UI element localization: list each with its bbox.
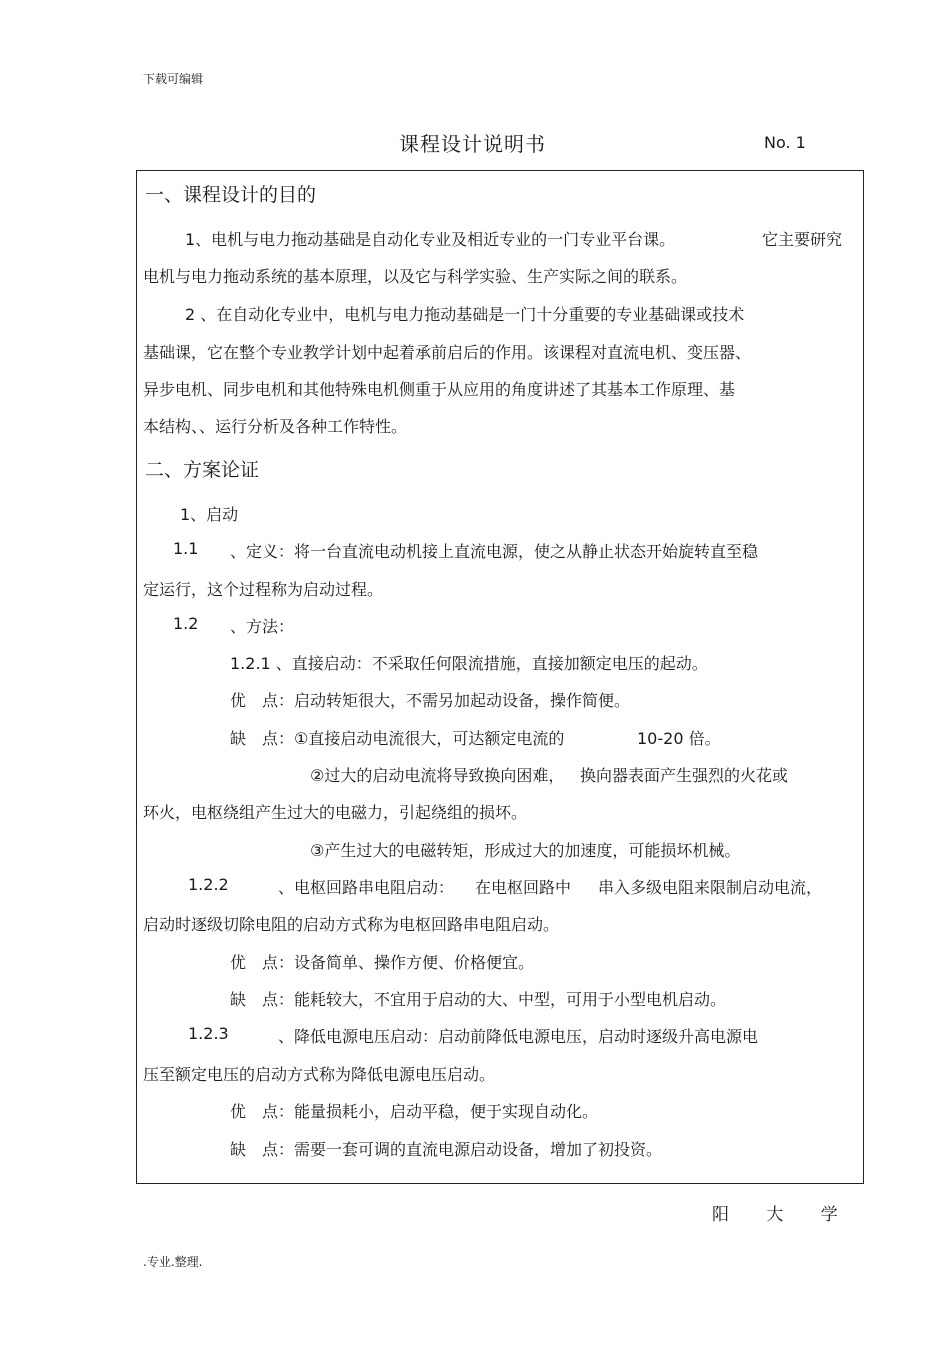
text-line: 、方法： (230, 617, 295, 636)
text-line: 缺 点：需要一套可调的直流电源启动设备，增加了初投资。 (230, 1140, 663, 1159)
text-line: 定运行，这个过程称为启动过程。 (143, 580, 384, 599)
text-line: 缺 点：①直接启动电流很大，可达额定电流的 (230, 729, 565, 748)
text-line: 优 点：设备简单、操作方便、价格便宜。 (230, 953, 535, 972)
text-line: 基础课，它在整个专业教学计划中起着承前启后的作用。该课程对直流电机、变压器、 (143, 343, 752, 362)
text-line: 、降低电源电压启动：启动前降低电源电压，启动时逐级升高电源电 (278, 1027, 759, 1046)
text-line: 10-20 倍。 (637, 729, 721, 748)
section-heading: 二、方案论证 (145, 459, 260, 481)
header-note: 下载可编辑 (143, 72, 204, 86)
text-line: 在电枢回路中 (475, 878, 572, 897)
page-title: 课程设计说明书 (399, 132, 546, 156)
text-line: 缺 点：能耗较大，不宜用于启动的大、中型，可用于小型电机启动。 (230, 990, 727, 1009)
text-line: 换向器表面产生强烈的火花或 (580, 766, 789, 785)
text-line: 1.2.1 、直接启动：不采取任何限流措施，直接加额定电压的起动。 (230, 654, 708, 673)
text-line: 电机与电力拖动系统的基本原理，以及它与科学实验、生产实际之间的联系。 (143, 267, 688, 286)
text-line: ③产生过大的电磁转矩，形成过大的加速度，可能损坏机械。 (310, 841, 741, 860)
text-line: 它主要研究 (762, 230, 843, 249)
text-line: 1.2.3 (188, 1024, 229, 1043)
text-line: 环火，电枢绕组产生过大的电磁力，引起绕组的损坏。 (143, 803, 528, 822)
page-number: No. 1 (764, 133, 806, 152)
text-line: 启动时逐级切除电阻的启动方式称为电枢回路串电阻启动。 (143, 915, 560, 934)
text-line: 1.2 (173, 614, 199, 633)
text-line: 异步电机、同步电机和其他特殊电机侧重于从应用的角度讲述了其基本工作原理、基 (143, 380, 736, 399)
text-line: 优 点：能量损耗小，启动平稳，便于实现自动化。 (230, 1102, 599, 1121)
text-line: 1.2.2 (188, 875, 229, 894)
footer-note: .专业.整理. (143, 1255, 203, 1269)
text-line: 优 点：启动转矩很大，不需另加起动设备，操作简便。 (230, 691, 631, 710)
text-line: 、电枢回路串电阻启动： (278, 878, 455, 897)
text-line: 2 、在自动化专业中，电机与电力拖动基础是一门十分重要的专业基础课或技术 (185, 305, 745, 324)
text-line: 串入多级电阻来限制启动电流， (598, 878, 823, 897)
text-line: 1、启动 (180, 505, 239, 524)
text-line: 1、电机与电力拖动基础是自动化专业及相近专业的一门专业平台课。 (185, 230, 676, 249)
text-line: ②过大的启动电流将导致换向困难， (310, 766, 565, 785)
section-heading: 一、课程设计的目的 (145, 184, 317, 206)
text-line: 本结构、、运行分析及各种工作特性。 (143, 417, 408, 436)
text-line: 1.1 (173, 539, 199, 558)
text-line: 压至额定电压的启动方式称为降低电源电压启动。 (143, 1065, 496, 1084)
university-name: 阳 大 学 (712, 1205, 854, 1225)
text-line: 、定义：将一台直流电动机接上直流电源，使之从静止状态开始旋转直至稳 (230, 542, 759, 561)
